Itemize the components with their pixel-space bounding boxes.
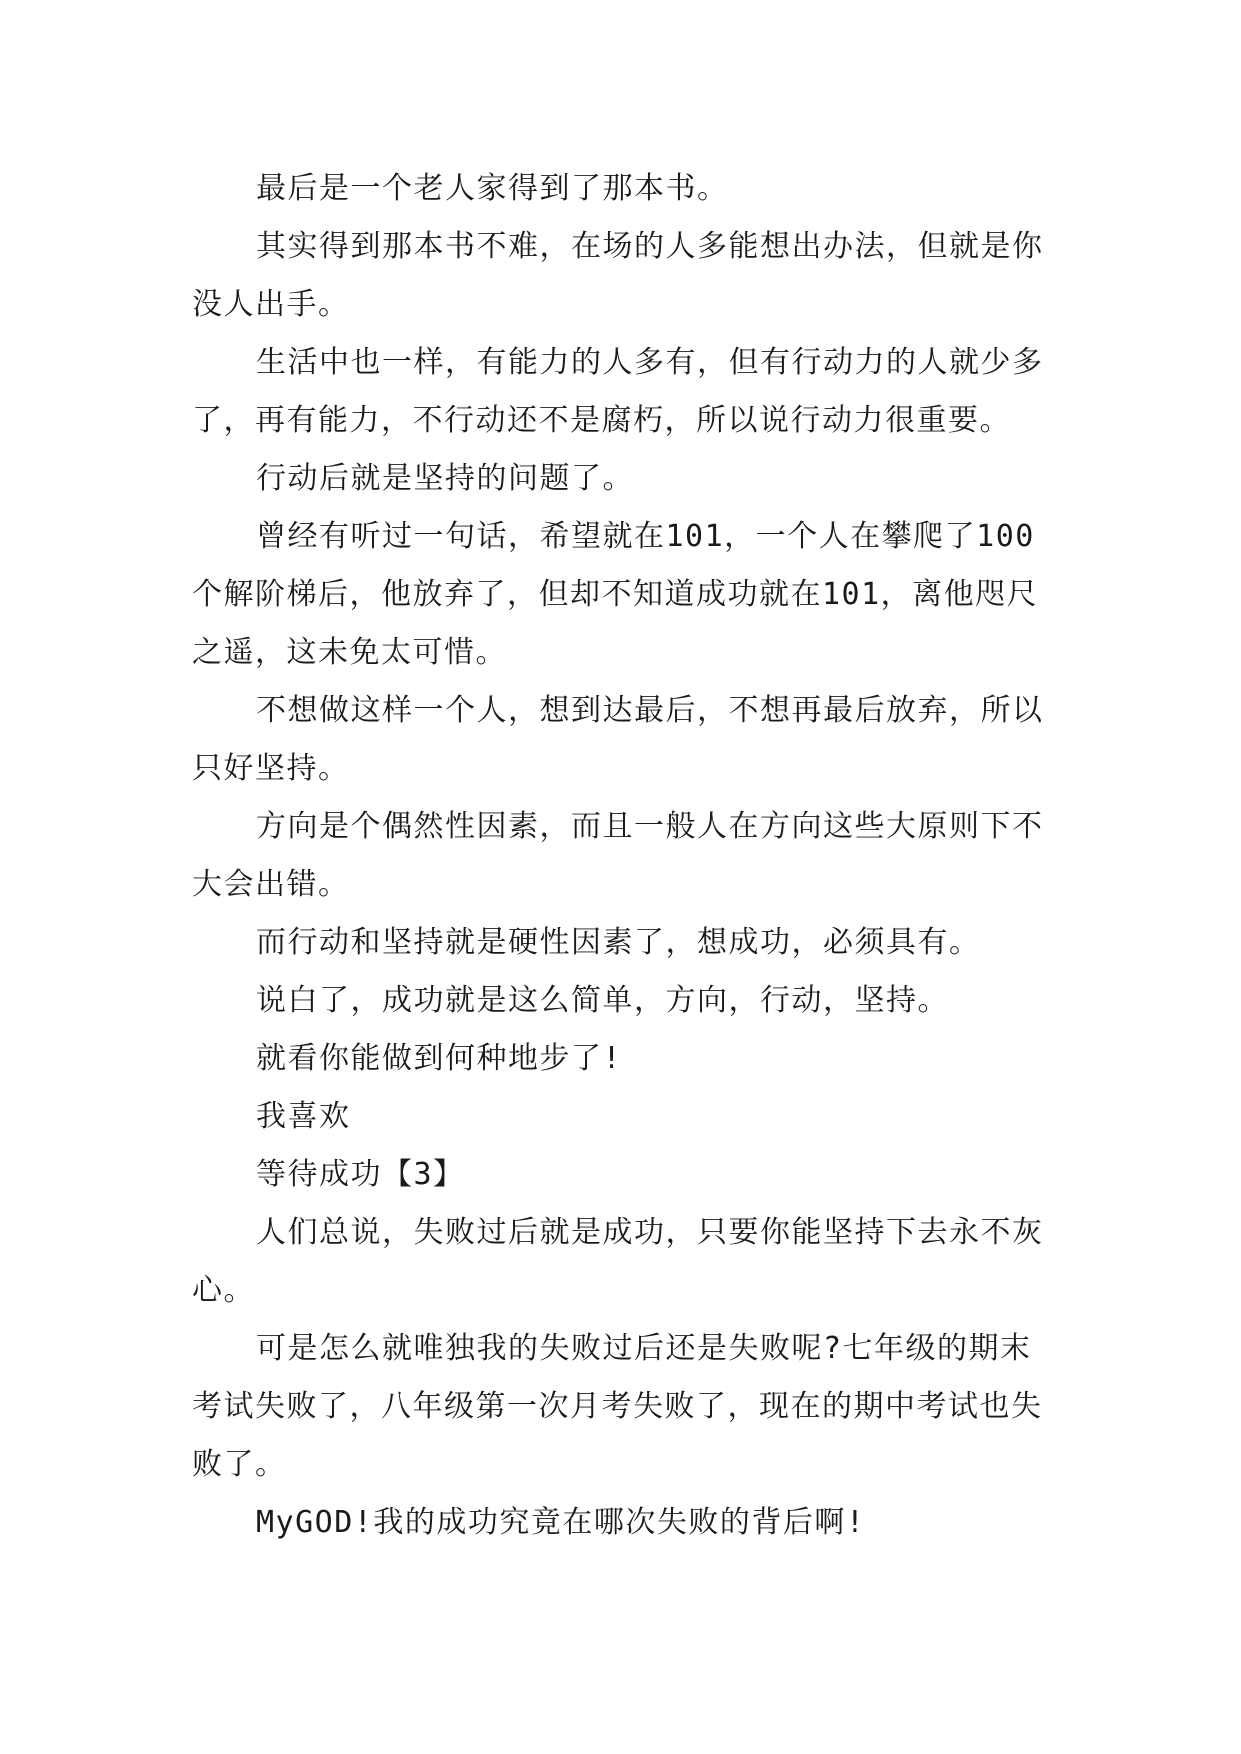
paragraph: 曾经有听过一句话，希望就在101，一个人在攀爬了100个解阶梯后，他放弃了，但却不知道成功就在101，离他咫尺之遥，这未免太可惜。 [192,519,1039,670]
paragraph: 方向是个偶然性因素，而且一般人在方向这些大原则下不大会出错。 [192,809,1044,902]
paragraph: 而行动和坚持就是硬性因素了，想成功，必须具有。 [256,925,981,960]
paragraph: 生活中也一样，有能力的人多有，但有行动力的人就少多了，再有能力，不行动还不是腐朽，所以说行动力很重要。 [192,345,1044,438]
document-body [192,160,1062,1552]
paragraph: 我喜欢 [256,1099,351,1134]
paragraph: 行动后就是坚持的问题了。 [256,461,634,496]
paragraph: 最后是一个老人家得到了那本书。 [256,171,729,206]
paragraph: 其实得到那本书不难，在场的人多能想出办法，但就是你没人出手。 [192,229,1044,322]
paragraph: 人们总说，失败过后就是成功，只要你能坚持下去永不灰心。 [192,1215,1044,1308]
paragraph: 不想做这样一个人，想到达最后，不想再最后放弃，所以只好坚持。 [192,693,1044,786]
section-heading: 等待成功【3】 [256,1157,465,1192]
paragraph: 可是怎么就唯独我的失败过后还是失败呢?七年级的期末考试失败了，八年级第一次月考失败了，现在的期中考试也失败了。 [192,1331,1043,1482]
paragraph: 说白了，成功就是这么简单，方向，行动，坚持。 [256,983,949,1018]
paragraph: 就看你能做到何种地步了! [256,1041,623,1076]
paragraph: MyGOD!我的成功究竟在哪次失败的背后啊! [256,1505,866,1540]
